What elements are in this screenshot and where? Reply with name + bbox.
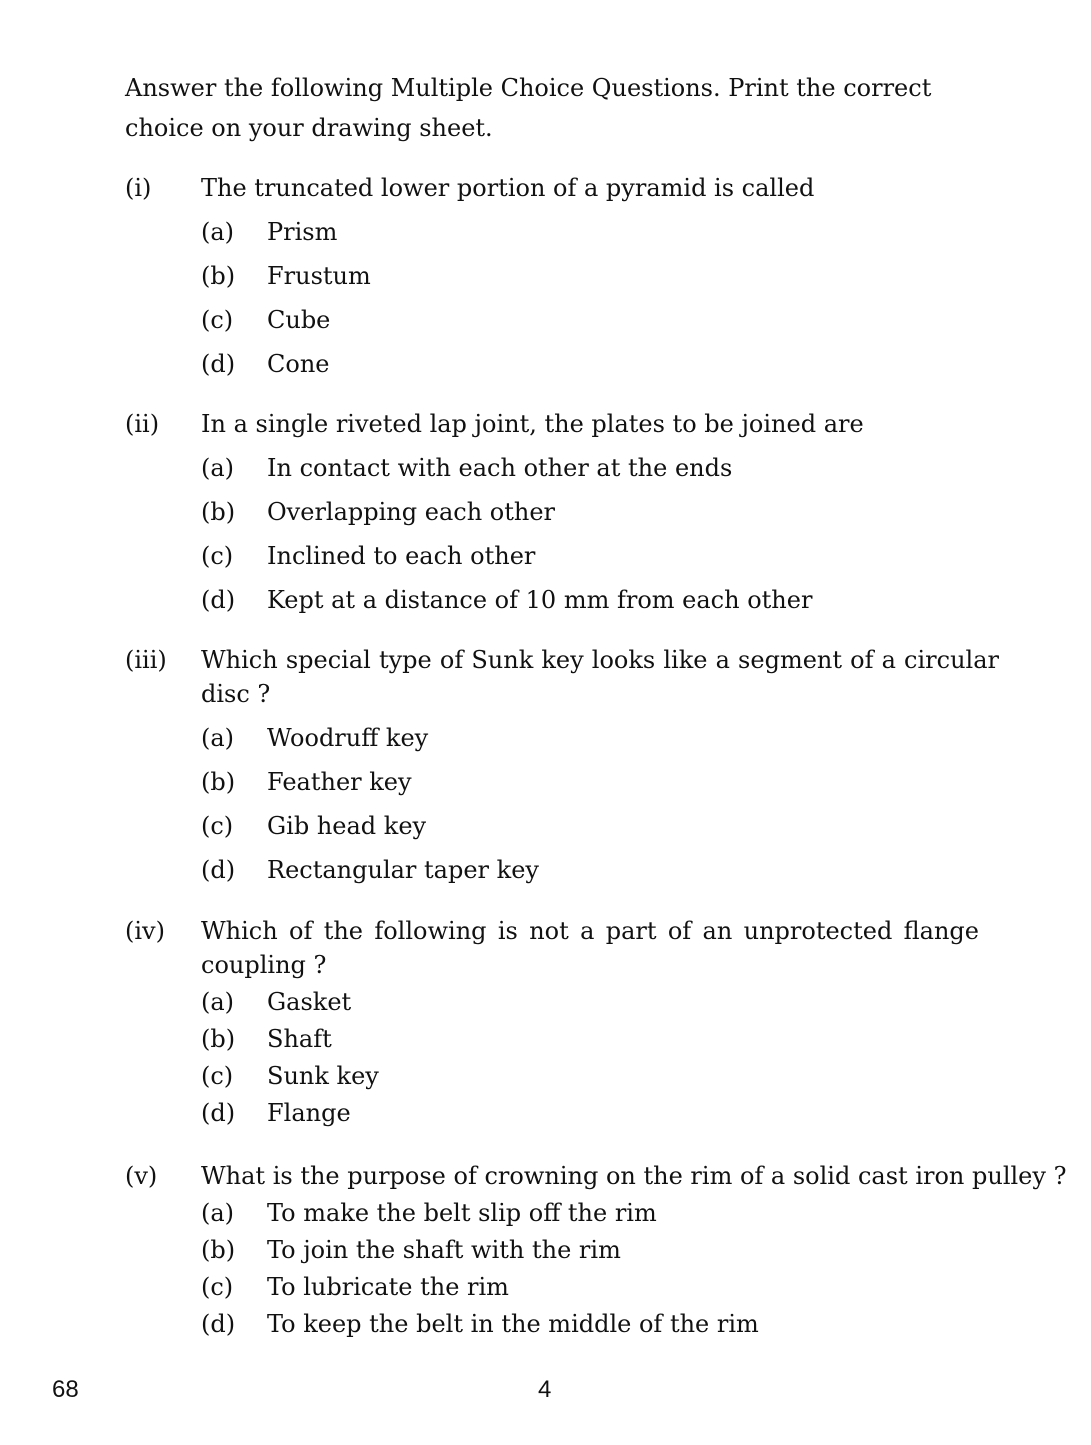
option-text: Rectangular taper key bbox=[267, 856, 539, 884]
option-b bbox=[201, 1022, 1025, 1056]
option-c bbox=[201, 809, 1025, 843]
question-text-line-2: coupling ? bbox=[201, 951, 327, 979]
question-number: (ii) bbox=[125, 410, 160, 438]
option-list bbox=[125, 451, 1025, 617]
option-d bbox=[201, 853, 1025, 887]
option-text: Inclined to each other bbox=[267, 542, 536, 570]
option-text: Woodruff key bbox=[267, 724, 429, 752]
option-c bbox=[201, 1059, 1025, 1093]
option-list bbox=[125, 1196, 1045, 1341]
option-label: (c) bbox=[201, 812, 234, 840]
option-label: (d) bbox=[201, 856, 236, 884]
question-3 bbox=[125, 643, 1025, 887]
option-list bbox=[125, 215, 1025, 381]
option-label: (a) bbox=[201, 1199, 235, 1227]
option-text: To make the belt slip off the rim bbox=[267, 1199, 657, 1227]
option-label: (b) bbox=[201, 1236, 236, 1264]
option-label: (d) bbox=[201, 1310, 236, 1338]
option-text: Cube bbox=[267, 306, 331, 334]
option-b bbox=[201, 1233, 1045, 1267]
option-text: Gasket bbox=[267, 988, 352, 1016]
option-label: (a) bbox=[201, 218, 235, 246]
option-label: (c) bbox=[201, 542, 234, 570]
option-text: Flange bbox=[267, 1099, 351, 1127]
option-label: (b) bbox=[201, 262, 236, 290]
option-label: (c) bbox=[201, 306, 234, 334]
option-text: Kept at a distance of 10 mm from each other bbox=[267, 586, 813, 614]
option-b bbox=[201, 259, 1025, 293]
option-label: (c) bbox=[201, 1273, 234, 1301]
option-text: Feather key bbox=[267, 768, 412, 796]
question-text: What is the purpose of crowning on the rim of a solid cast iron pulley ? bbox=[201, 1162, 1067, 1190]
option-c bbox=[201, 303, 1025, 337]
option-label: (b) bbox=[201, 498, 236, 526]
question-number: (v) bbox=[125, 1162, 158, 1190]
option-text: Sunk key bbox=[267, 1062, 379, 1090]
option-a bbox=[201, 451, 1025, 485]
option-list bbox=[125, 985, 1025, 1130]
question-text: The truncated lower portion of a pyramid is called bbox=[201, 174, 815, 202]
option-a bbox=[201, 215, 1025, 249]
question-number: (i) bbox=[125, 174, 152, 202]
question-2 bbox=[125, 407, 1025, 617]
option-text: To keep the belt in the middle of the rim bbox=[267, 1310, 759, 1338]
option-text: Gib head key bbox=[267, 812, 427, 840]
option-b bbox=[201, 495, 1025, 529]
question-text-line-1: Which of the following is not a part of an unprotected flange bbox=[201, 917, 979, 945]
option-label: (d) bbox=[201, 586, 236, 614]
paper-code: 68 bbox=[52, 1376, 79, 1403]
option-text: Frustum bbox=[267, 262, 371, 290]
question-text-line-2: disc ? bbox=[201, 680, 271, 708]
option-label: (b) bbox=[201, 1025, 236, 1053]
option-label: (d) bbox=[201, 1099, 236, 1127]
option-label: (b) bbox=[201, 768, 236, 796]
question-text: In a single riveted lap joint, the plates to be joined are bbox=[201, 410, 864, 438]
question-1 bbox=[125, 171, 1025, 381]
option-text: Overlapping each other bbox=[267, 498, 556, 526]
question-4 bbox=[125, 914, 1025, 1130]
option-c bbox=[201, 539, 1025, 573]
option-c bbox=[201, 1270, 1045, 1304]
option-label: (a) bbox=[201, 454, 235, 482]
option-list bbox=[125, 721, 1025, 887]
page-number: 4 bbox=[538, 1376, 552, 1403]
question-number: (iv) bbox=[125, 917, 165, 945]
option-label: (d) bbox=[201, 350, 236, 378]
option-a bbox=[201, 721, 1025, 755]
option-text: Prism bbox=[267, 218, 338, 246]
option-label: (c) bbox=[201, 1062, 234, 1090]
option-label: (a) bbox=[201, 724, 235, 752]
option-text: Shaft bbox=[267, 1025, 332, 1053]
question-5 bbox=[125, 1159, 1067, 1341]
option-d bbox=[201, 583, 1025, 617]
question-text-line-1: Which special type of Sunk key looks like a segment of a circular bbox=[201, 646, 999, 674]
option-text: To join the shaft with the rim bbox=[267, 1236, 621, 1264]
option-label: (a) bbox=[201, 988, 235, 1016]
question-number: (iii) bbox=[125, 646, 167, 674]
option-b bbox=[201, 765, 1025, 799]
option-a bbox=[201, 1196, 1045, 1230]
instructions: Answer the following Multiple Choice Questions. Print the correct choice on your drawing sheet. bbox=[125, 74, 932, 142]
option-d bbox=[201, 1307, 1045, 1341]
option-text: In contact with each other at the ends bbox=[267, 454, 733, 482]
option-text: To lubricate the rim bbox=[267, 1273, 509, 1301]
option-a bbox=[201, 985, 1025, 1019]
option-d bbox=[201, 1096, 1025, 1130]
option-text: Cone bbox=[267, 350, 330, 378]
option-d bbox=[201, 347, 1025, 381]
